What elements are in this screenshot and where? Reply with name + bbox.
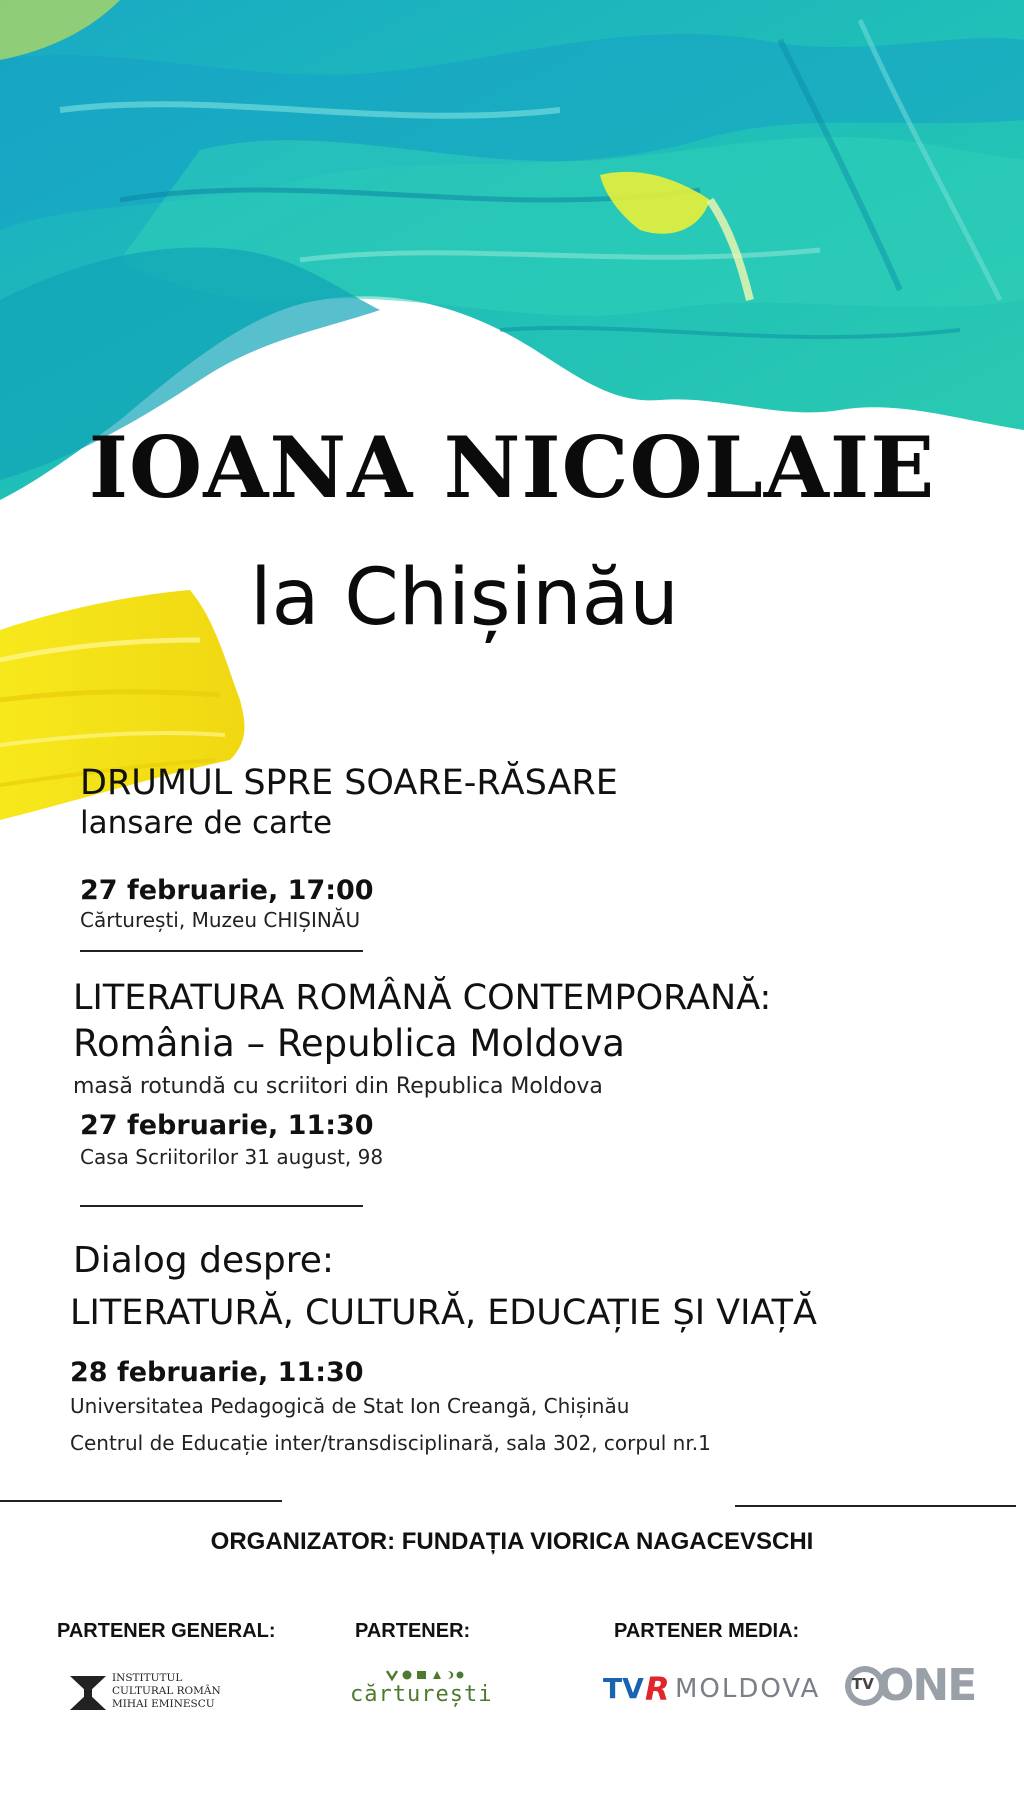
partner-label: PARTENER:: [355, 1620, 471, 1642]
event-3-heading: Dialog despre:: [73, 1240, 334, 1281]
event-2-date: 27 februarie, 11:30: [80, 1110, 374, 1141]
event-1-heading: DRUMUL SPRE SOARE-RĂSARE: [80, 763, 618, 803]
icr-line-3: MIHAI EMINESCU: [112, 1698, 215, 1710]
divider: [0, 1500, 282, 1502]
carturesti-wordmark: cărturești: [350, 1682, 493, 1707]
tv-one-tv-text: TV: [852, 1675, 874, 1693]
event-3-location: Universitatea Pedagogică de Stat Ion Creangă, Chișinău: [70, 1394, 630, 1418]
divider: [80, 950, 363, 952]
divider: [80, 1205, 363, 1207]
carturesti-logo: [350, 1668, 510, 1718]
event-1-date: 27 februarie, 17:00: [80, 875, 374, 906]
tv-one-wordmark: ONE: [877, 1660, 976, 1711]
organizer-line: ORGANIZATOR: FUNDAȚIA VIORICA NAGACEVSCHI: [210, 1528, 814, 1555]
icr-logo: [70, 1670, 250, 1715]
carturesti-icons: [385, 1668, 465, 1682]
event-3-subheading: LITERATURĂ, CULTURĂ, EDUCAȚIE ȘI VIAȚĂ: [70, 1293, 817, 1333]
icr-emblem-icon: [70, 1676, 106, 1710]
tv-one-logo: [843, 1660, 976, 1716]
icr-line-2: CULTURAL ROMÂN: [112, 1685, 221, 1697]
partner-general-label: PARTENER GENERAL:: [57, 1620, 276, 1642]
tvr-tv-text: TV: [603, 1672, 644, 1705]
tvr-moldova-logo: [603, 1670, 821, 1710]
event-2-subheading: România – Republica Moldova: [73, 1022, 625, 1065]
tvr-moldova-wordmark: MOLDOVA: [675, 1674, 821, 1704]
event-2-heading: LITERATURA ROMÂNĂ CONTEMPORANĂ:: [73, 978, 772, 1018]
event-3-location-2: Centrul de Educație inter/transdisciplinară, sala 302, corpul nr.1: [70, 1431, 711, 1455]
tvr-r-mark: R: [645, 1670, 670, 1708]
partner-media-label: PARTENER MEDIA:: [614, 1620, 800, 1642]
page-subtitle: la Chișinău: [250, 553, 679, 643]
divider: [735, 1505, 1016, 1507]
icr-line-1: INSTITUTUL: [112, 1672, 183, 1684]
event-2-location: Casa Scriitorilor 31 august, 98: [80, 1145, 384, 1169]
event-3-date: 28 februarie, 11:30: [70, 1357, 364, 1388]
event-1-location: Cărturești, Muzeu CHIȘINĂU: [80, 908, 361, 932]
page-title: IOANA NICOLAIE: [88, 418, 936, 517]
event-1-subheading: lansare de carte: [80, 805, 333, 841]
event-2-detail: masă rotundă cu scriitori din Republica Moldova: [73, 1074, 603, 1099]
